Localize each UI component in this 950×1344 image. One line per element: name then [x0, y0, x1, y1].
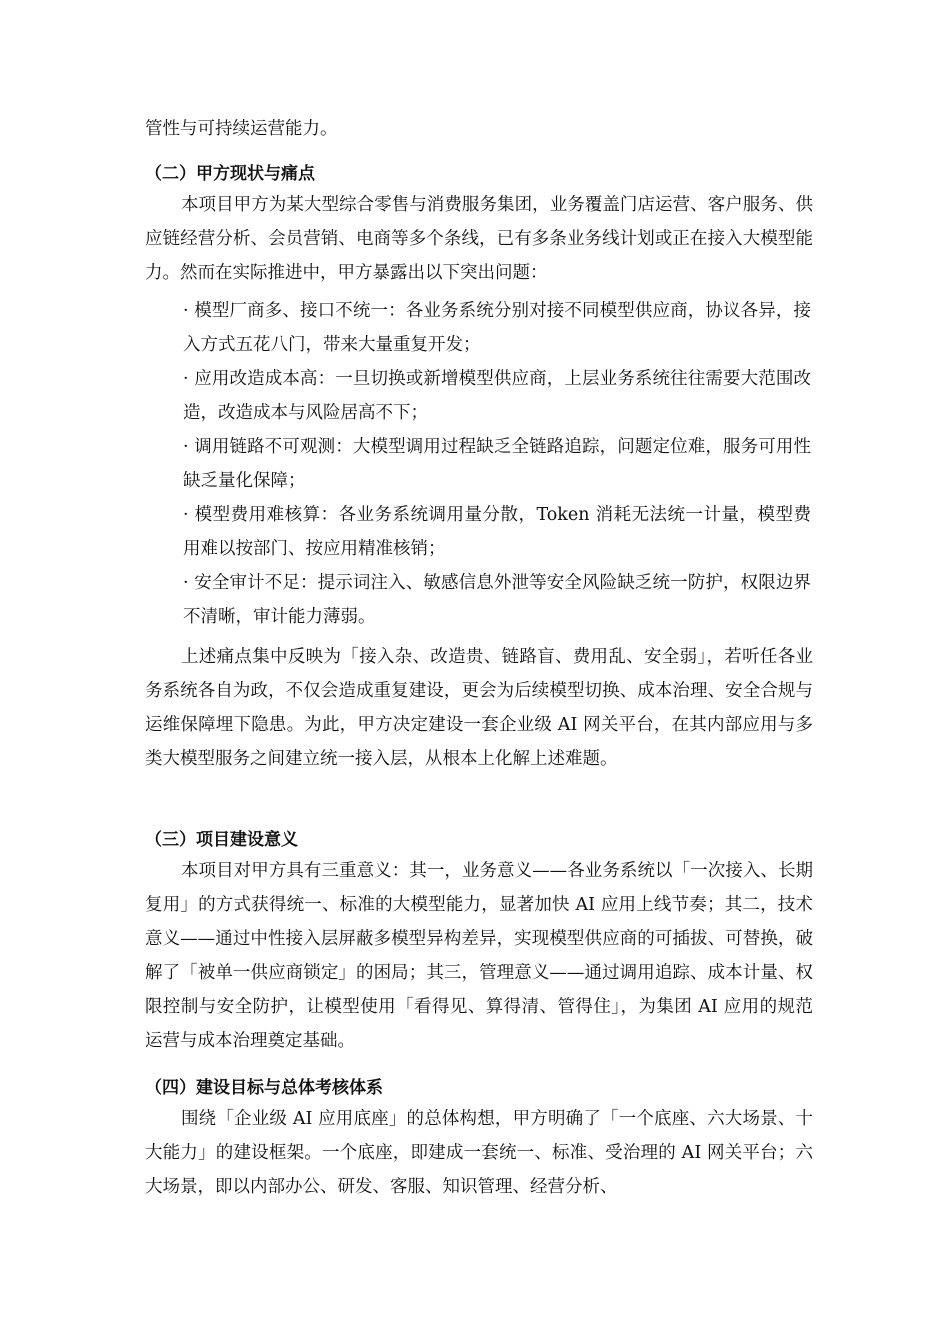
status-paragraph: 本项目甲方为某大型综合零售与消费服务集团，业务覆盖门店运营、客户服务、供应链经营分析、会员营销、电商等多个条线，已有多条业务线计划或正在接入大模型能力。然而在实际推进中，甲方暴露出以下突出问题： [145, 195, 813, 283]
summary-paragraph: 上述痛点集中反映为「接入杂、改造贵、链路盲、费用乱、安全弱」，若听任各业务系统各自为政，不仅会造成重复建设，更会为后续模型切换、成本治理、安全合规与运维保障埋下隐患。为此，甲方决定建设一套企业级 AI 网关平台，在其内部应用与多类大模型服务之间建立统一接入层，从根本上化解上述难题。 [145, 647, 813, 769]
pain-point-item: · 模型费用难核算：各业务系统调用量分散，Token 消耗无法统一计量，模型费用难以按部门、按应用精准核销； [183, 505, 811, 559]
section-heading-significance: （三）项目建设意义 [145, 830, 298, 850]
goals-paragraph: 围绕「企业级 AI 应用底座」的总体构想，甲方明确了「一个底座、六大场景、十大能力」的建设框架。一个底座，即建成一套统一、标准、受治理的 AI 网关平台；六大场景，即以内部办公、研发、客服、知识管理、经营分析、 [145, 1109, 813, 1197]
pain-point-item: · 应用改造成本高：一旦切换或新增模型供应商，上层业务系统往往需要大范围改造，改造成本与风险居高不下； [183, 369, 811, 423]
pain-point-item: · 安全审计不足：提示词注入、敏感信息外泄等安全风险缺乏统一防护，权限边界不清晰，审计能力薄弱。 [183, 573, 811, 627]
significance-paragraph: 本项目对甲方具有三重意义：其一，业务意义——各业务系统以「一次接入、长期复用」的方式获得统一、标准的大模型能力，显著加快 AI 应用上线节奏；其二，技术意义——通过中性接入层屏蔽多模型异构差异，实现模型供应商的可插拔、可替换，破解了「被单一供应商锁定」的困局；其三，管理意义——通过调用追踪、成本计量、权限控制与安全防护，让模型使用「看得见、算得清、管得住」，为集团 AI 应用的规范运营与成本治理奠定基础。 [145, 861, 813, 1051]
pain-point-item: · 调用链路不可观测：大模型调用过程缺乏全链路追踪，问题定位难，服务可用性缺乏量化保障； [183, 437, 811, 491]
section-heading-goals: （四）建设目标与总体考核体系 [145, 1078, 383, 1098]
section-heading-status: （二）甲方现状与痛点 [145, 164, 315, 184]
intro-tail-paragraph: 管性与可持续运营能力。 [145, 119, 338, 139]
pain-point-list [183, 294, 811, 634]
pain-point-item: · 模型厂商多、接口不统一：各业务系统分别对接不同模型供应商，协议各异，接入方式五花八门，带来大量重复开发； [183, 301, 811, 355]
